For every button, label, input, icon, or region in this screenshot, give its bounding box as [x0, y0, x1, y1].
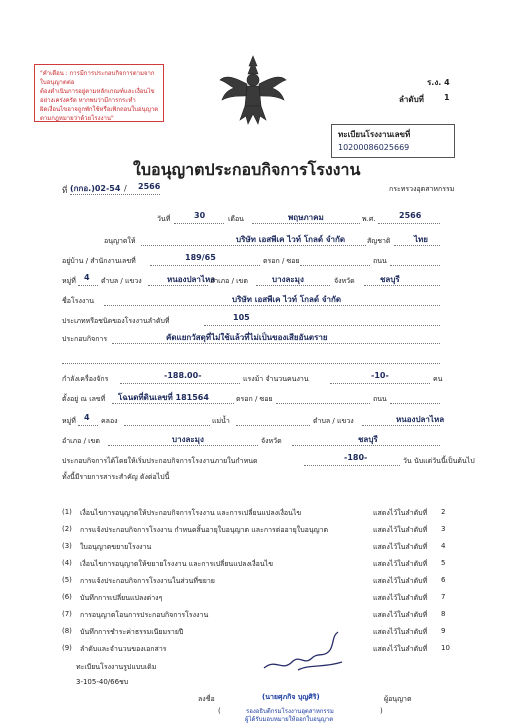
paren-close: ) — [380, 707, 383, 715]
period-text-before: ประกอบกิจการได้โดยให้เริ่มประกอบกิจการโรงงานภายในกำหนด — [62, 457, 258, 465]
old-registration-label: ทะเบียนโรงงานรูปแบบเดิม — [76, 663, 157, 671]
ministry: กระทรวงอุตสาหกรรม — [389, 185, 455, 193]
year-label: พ.ศ. — [362, 215, 376, 223]
road-label: ถนน — [373, 257, 387, 265]
list-item-num: (2) — [62, 525, 72, 533]
workers-unit: คน — [433, 375, 443, 383]
location-moo-value: 4 — [84, 413, 90, 422]
list-item-num: (7) — [62, 610, 72, 618]
licensor-label: ผู้อนุญาต — [384, 695, 412, 703]
month-value: พฤษภาคม — [288, 213, 324, 222]
hp-label: แรงม้า จำนวนคนงาน — [243, 375, 309, 383]
stamp-line: "คำเตือน : การมีการประกอบกิจการตามจากใบอนุญาตต่อ — [40, 70, 155, 86]
list-item-text: เงื่อนไขการอนุญาตให้ประกอบกิจการโรงงาน และการเปลี่ยนแปลงเงื่อนไข — [80, 509, 302, 517]
location-alley-label: ตรอก / ซอย — [236, 395, 273, 403]
power-value: -188.00- — [164, 371, 202, 380]
list-item-page: 8 — [441, 610, 446, 618]
list-item-page: 7 — [441, 593, 446, 601]
tambon-label: ตำบล / แขวง — [101, 277, 142, 285]
list-item-page: 6 — [441, 576, 446, 584]
registration-box — [331, 124, 455, 158]
list-item-ref: แสดงไว้ในลำดับที่ — [373, 509, 428, 517]
stamp-line: ผิดเงื่อนไขอาจถูกพักใช้หรือเพิกถอนใบอนุญาต — [40, 106, 159, 113]
order-number: 1 — [444, 93, 450, 102]
ref-slash: / — [124, 184, 127, 193]
location-road-label: ถนน — [373, 395, 387, 403]
list-item-ref: แสดงไว้ในลำดับที่ — [373, 560, 428, 568]
location-amphoe-value: บางละมุง — [172, 435, 204, 444]
ref-code: (กกอ.)02-54 — [70, 184, 121, 193]
factory-name-value: บริษัท เอสพีเค ไวท์ โกลด์ จำกัด — [232, 295, 342, 304]
page-title: ใบอนุญาตประกอบกิจการโรงงาน — [133, 160, 361, 179]
list-item-text: การแจ้งประกอบกิจการโรงงาน กำหนดสิ้นอายุใบอนุญาต และการต่ออายุใบอนุญาต — [80, 526, 329, 534]
house-label: อยู่บ้าน / สำนักงานเลขที่ — [62, 257, 136, 265]
list-item-page: 9 — [441, 627, 446, 635]
list-item-page: 5 — [441, 559, 446, 567]
list-item-text: ลำดับและจำนวนของเอกสาร — [80, 645, 167, 653]
licensee-label: อนุญาตให้ — [104, 237, 136, 245]
list-item-ref: แสดงไว้ในลำดับที่ — [373, 628, 428, 636]
location-tambon-label: ตำบล / แขวง — [313, 417, 354, 425]
list-item-ref: แสดงไว้ในลำดับที่ — [373, 577, 428, 585]
period-text-after: วัน นับแต่วันนี้เป็นต้นไป — [403, 457, 475, 465]
signature-icon — [258, 628, 358, 678]
month-label: เดือน — [228, 215, 244, 223]
tambon-value: หนองปลาไหล — [167, 275, 216, 284]
warning-stamp — [34, 64, 164, 122]
list-item-num: (4) — [62, 559, 72, 567]
province-label: จังหวัด — [334, 277, 355, 285]
registration-label: ทะเบียนโรงงานเลขที่ — [338, 130, 411, 139]
business-value: คัดแยกวัสดุที่ไม่ใช้แล้วที่ไม่เป็นของเสียอันตราย — [166, 333, 328, 342]
list-item-num: (3) — [62, 542, 72, 550]
alley-label: ตรอก / ซอย — [263, 257, 300, 265]
form-code: ร.ง. 4 — [427, 78, 450, 87]
workers-value: -10- — [371, 371, 389, 380]
signer-name: (นายศุภกิจ บุญศิริ) — [262, 693, 320, 701]
period-days: -180- — [344, 453, 368, 462]
business-label: ประกอบกิจการ — [62, 335, 108, 343]
period-line2: ทั้งนี้มีรายการสาระสำคัญ ดังต่อไปนี้ — [62, 473, 170, 481]
canal-label: คลอง — [101, 417, 118, 425]
location-amphoe-label: อำเภอ / เขต — [62, 437, 100, 445]
signer-role: ผู้ได้รับมอบหมายให้ออกใบอนุญาต — [245, 716, 334, 723]
list-item-page: 2 — [441, 508, 446, 516]
deed-value: โฉนดที่ดินเลขที่ 181564 — [118, 393, 209, 402]
list-item-text: บันทึกการเปลี่ยนแปลงต่างๆ — [80, 594, 163, 602]
stamp-line: ตามกฎหมายว่าด้วยโรงงาน" — [40, 115, 114, 122]
list-item-ref: แสดงไว้ในลำดับที่ — [373, 594, 428, 602]
old-registration-value: 3-105-40/66ชบ — [76, 678, 129, 686]
list-item-text: บันทึกการชำระค่าธรรมเนียมรายปี — [80, 628, 184, 636]
day-value: 30 — [194, 211, 206, 220]
licensee-value: บริษัท เอสพีเค ไวท์ โกลด์ จำกัด — [236, 235, 346, 244]
garuda-emblem-icon — [218, 50, 288, 130]
nationality-label: สัญชาติ — [367, 237, 391, 245]
list-item-num: (6) — [62, 593, 72, 601]
list-item-num: (8) — [62, 627, 72, 635]
stamp-line: อย่างเคร่งครัด หากพบว่ามีการกระทำ — [40, 97, 136, 104]
river-label: แม่น้ำ — [212, 417, 230, 425]
factory-type-label: ประเภทหรือชนิดของโรงงานลำดับที่ — [62, 317, 170, 325]
province-value: ชลบุรี — [380, 275, 400, 284]
signer-title: รองอธิบดีกรมโรงงานอุตสาหกรรม — [246, 708, 334, 715]
location-moo-label: หมู่ที่ — [62, 417, 76, 425]
order-label: ลำดับที่ — [399, 95, 424, 104]
list-item-page: 4 — [441, 542, 446, 550]
registration-number: 10200086025669 — [338, 143, 410, 152]
list-item-text: การอนุญาตโอนการประกอบกิจการโรงงาน — [80, 611, 209, 619]
list-item-page: 3 — [441, 525, 446, 533]
location-province-value: ชลบุรี — [358, 435, 378, 444]
list-item-num: (1) — [62, 508, 72, 516]
amphoe-value: บางละมุง — [272, 275, 304, 284]
year-value: 2566 — [399, 211, 422, 220]
ref-year: 2566 — [138, 182, 161, 191]
list-item-ref: แสดงไว้ในลำดับที่ — [373, 543, 428, 551]
day-label: วันที่ — [157, 215, 171, 223]
paren-open: ( — [218, 707, 221, 715]
house-value: 189/65 — [185, 253, 216, 262]
nationality-value: ไทย — [414, 235, 428, 244]
list-item-ref: แสดงไว้ในลำดับที่ — [373, 645, 428, 653]
list-item-ref: แสดงไว้ในลำดับที่ — [373, 526, 428, 534]
ref-prefix: ที่ — [62, 186, 68, 195]
list-item-num: (5) — [62, 576, 72, 584]
list-item-text: ใบอนุญาตขยายโรงงาน — [80, 543, 152, 551]
amphoe-label: อำเภอ / เขต — [210, 277, 248, 285]
list-item-text: เงื่อนไขการอนุญาตให้ขยายโรงงาน และการเปลี่ยนแปลงเงื่อนไข — [80, 560, 273, 568]
power-label: กำลังเครื่องจักร — [62, 375, 109, 383]
moo-label: หมู่ที่ — [62, 277, 76, 285]
sign-label: ลงชื่อ — [198, 695, 215, 703]
list-item-ref: แสดงไว้ในลำดับที่ — [373, 611, 428, 619]
location-tambon-value: หนองปลาไหล — [396, 415, 445, 424]
list-item-text: การแจ้งประกอบกิจการโรงงานในส่วนที่ขยาย — [80, 577, 215, 585]
list-item-num: (9) — [62, 644, 72, 652]
factory-name-label: ชื่อโรงงาน — [62, 297, 95, 305]
moo-value: 4 — [84, 273, 90, 282]
list-item-page: 10 — [441, 644, 450, 652]
stamp-line: ต้องดำเนินการอยู่ตามหลักเกณฑ์และเงื่อนไข — [40, 88, 155, 95]
location-province-label: จังหวัด — [261, 437, 282, 445]
factory-type-value: 105 — [233, 313, 250, 322]
location-label: ตั้งอยู่ ณ เลขที่ — [62, 395, 106, 403]
